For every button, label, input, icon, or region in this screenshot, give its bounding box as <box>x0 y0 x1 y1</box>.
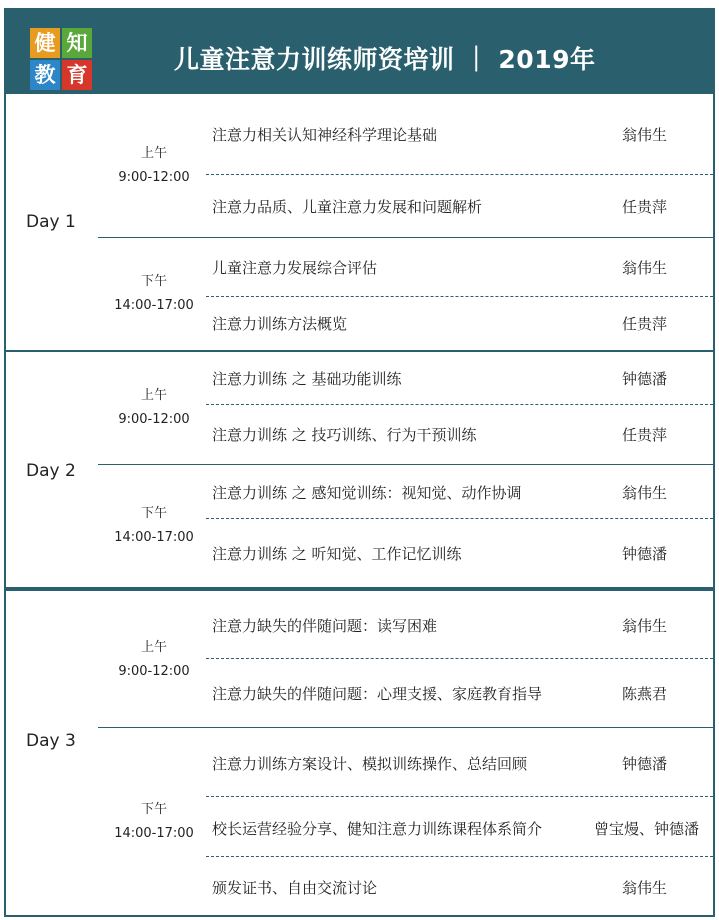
session-period: 上午 <box>140 146 167 161</box>
topic: 注意力缺失的伴随问题：读写困难 <box>212 617 438 635</box>
session-morning <box>114 384 194 432</box>
day-block-3 <box>4 589 715 917</box>
session-afternoon <box>114 502 194 550</box>
session-period: 下午 <box>140 274 167 289</box>
topic: 注意力训练 之 技巧训练、行为干预训练 <box>212 426 477 444</box>
teacher: 任贵萍 <box>621 198 667 216</box>
session-time: 9:00-12:00 <box>118 664 190 679</box>
session-time: 14:00-17:00 <box>114 530 194 545</box>
header-banner <box>4 8 715 94</box>
logo-char-1: 健 <box>30 28 60 58</box>
topic: 注意力训练 之 基础功能训练 <box>212 370 402 388</box>
teacher: 翁伟生 <box>621 879 667 897</box>
session-period: 下午 <box>140 506 167 521</box>
day-label: Day 1 <box>26 212 76 232</box>
teacher: 陈燕君 <box>621 685 667 703</box>
teacher: 钟德潘 <box>621 545 667 563</box>
topic: 注意力品质、儿童注意力发展和问题解析 <box>212 198 483 216</box>
teacher: 任贵萍 <box>621 315 667 333</box>
logo-char-4: 育 <box>62 60 92 90</box>
session-period: 上午 <box>140 640 167 655</box>
logo-char-3: 教 <box>30 60 60 90</box>
session-period: 上午 <box>140 388 167 403</box>
session-period: 下午 <box>140 802 167 817</box>
topic: 颁发证书、自由交流讨论 <box>212 879 378 897</box>
day-label: Day 2 <box>26 461 76 481</box>
item-divider <box>206 174 713 175</box>
logo <box>30 28 92 90</box>
topic: 注意力训练 之 感知觉训练：视知觉、动作协调 <box>212 484 522 502</box>
item-divider <box>206 404 713 405</box>
session-divider <box>98 727 713 728</box>
session-time: 9:00-12:00 <box>118 170 190 185</box>
teacher: 翁伟生 <box>621 126 667 144</box>
day-block-1 <box>4 94 715 352</box>
item-divider <box>206 296 713 297</box>
session-time: 9:00-12:00 <box>118 412 190 427</box>
session-afternoon <box>114 798 194 846</box>
session-divider <box>98 464 713 465</box>
topic: 注意力缺失的伴随问题：心理支援、家庭教育指导 <box>212 685 543 703</box>
item-divider <box>206 796 713 797</box>
teacher: 钟德潘 <box>621 755 667 773</box>
topic: 注意力训练方法概览 <box>212 315 348 333</box>
session-morning <box>114 142 194 190</box>
item-divider <box>206 856 713 857</box>
teacher: 曾宝熳、钟德潘 <box>593 820 699 838</box>
day-block-2 <box>4 350 715 589</box>
session-morning <box>114 636 194 684</box>
day-label: Day 3 <box>26 731 76 751</box>
topic: 校长运营经验分享、健知注意力训练课程体系简介 <box>212 820 543 838</box>
teacher: 钟德潘 <box>621 370 667 388</box>
session-time: 14:00-17:00 <box>114 826 194 841</box>
topic: 儿童注意力发展综合评估 <box>212 259 378 277</box>
session-afternoon <box>114 270 194 318</box>
teacher: 翁伟生 <box>621 259 667 277</box>
topic: 注意力相关认知神经科学理论基础 <box>212 126 438 144</box>
logo-char-2: 知 <box>62 28 92 58</box>
teacher: 翁伟生 <box>621 617 667 635</box>
topic: 注意力训练方案设计、模拟训练操作、总结回顾 <box>212 755 528 773</box>
session-time: 14:00-17:00 <box>114 298 194 313</box>
item-divider <box>206 518 713 519</box>
teacher: 任贵萍 <box>621 426 667 444</box>
teacher: 翁伟生 <box>621 484 667 502</box>
page-title: 儿童注意力训练师资培训 ｜ 2019年 <box>174 45 596 74</box>
topic: 注意力训练 之 听知觉、工作记忆训练 <box>212 545 462 563</box>
session-divider <box>98 237 713 238</box>
item-divider <box>206 658 713 659</box>
